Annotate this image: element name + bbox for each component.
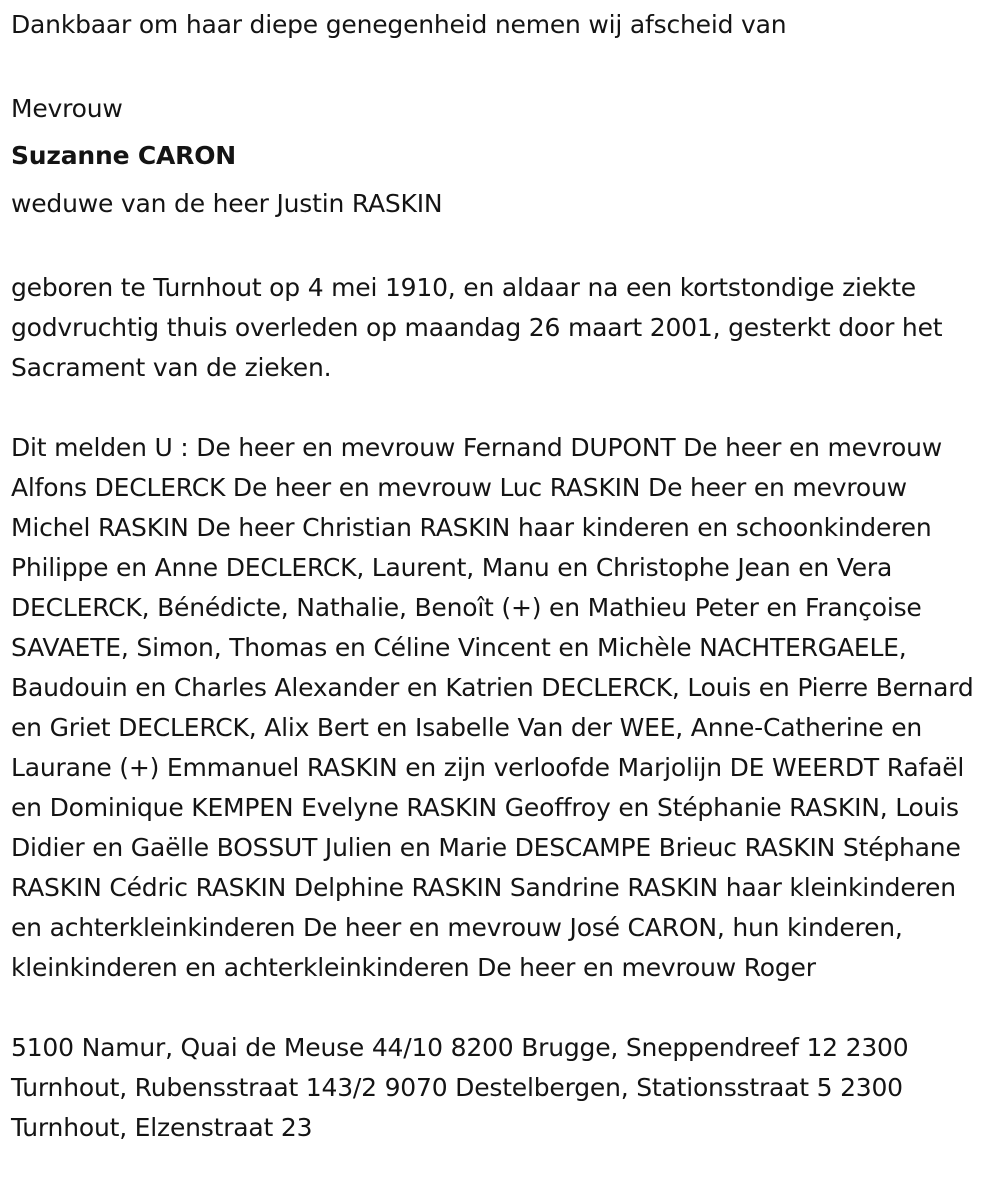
intro-text: Dankbaar om haar diepe genegenheid nemen wij afscheid van (11, 10, 787, 39)
addresses-text: 5100 Namur, Quai de Meuse 44/10 8200 Brugge, Sneppendreef 12 2300 Turnhout, Rubensstraat 143/2 9070 Destelbergen, Stationsstraat 5 2300 Turnhout, Elzenstraat 23 (11, 1033, 909, 1142)
deceased-name: Suzanne CARON (11, 141, 237, 170)
birth-death-text: geboren te Turnhout op 4 mei 1910, en aldaar na een kortstondige ziekte godvruchtig thuis overleden op maandag 26 maart 2001, gesterkt door het Sacrament van de zieken. (11, 273, 943, 382)
spacer (11, 388, 1000, 428)
spacer (11, 44, 1000, 86)
honorific: Mevrouw (11, 94, 123, 123)
spacer (11, 228, 1000, 268)
announcement-text: Dit melden U : De heer en mevrouw Fernand DUPONT De heer en mevrouw Alfons DECLERCK De heer en mevrouw Luc RASKIN De heer en mevrouw Michel RASKIN De heer Christian RASKIN haar kinderen en schoonkinderen Philippe en Anne DECLERCK, Laurent, Manu en Christophe Jean en Vera DECLERCK, Bénédicte, Nathalie, Benoît (+) en Mathieu Peter en Françoise SAVAETE, Simon, Thomas en Céline Vincent en Michèle NACHTERGAELE, Baudouin en Charles Alexander en Katrien DECLERCK, Louis en Pierre Bernard en Griet DECLERCK, Alix Bert en Isabelle Van der WEE, Anne-Catherine en Laurane (+) Emmanuel RASKIN en zijn verloofde Marjolijn DE WEERDT Rafaël en Dominique KEMPEN Evelyne RASKIN Geoffroy en Stéphanie RASKIN, Louis Didier en Gaëlle BOSSUT Julien en Marie DESCAMPE Brieuc RASKIN Stéphane RASKIN Cédric RASKIN Delphine RASKIN Sandrine RASKIN haar kleinkinderen en achterkleinkinderen De heer en mevrouw José CARON, hun kinderen, kleinkinderen en achterkleinkinderen De heer en mevrouw Roger (11, 433, 974, 982)
widow-of: weduwe van de heer Justin RASKIN (11, 189, 443, 218)
spacer (11, 988, 1000, 1028)
